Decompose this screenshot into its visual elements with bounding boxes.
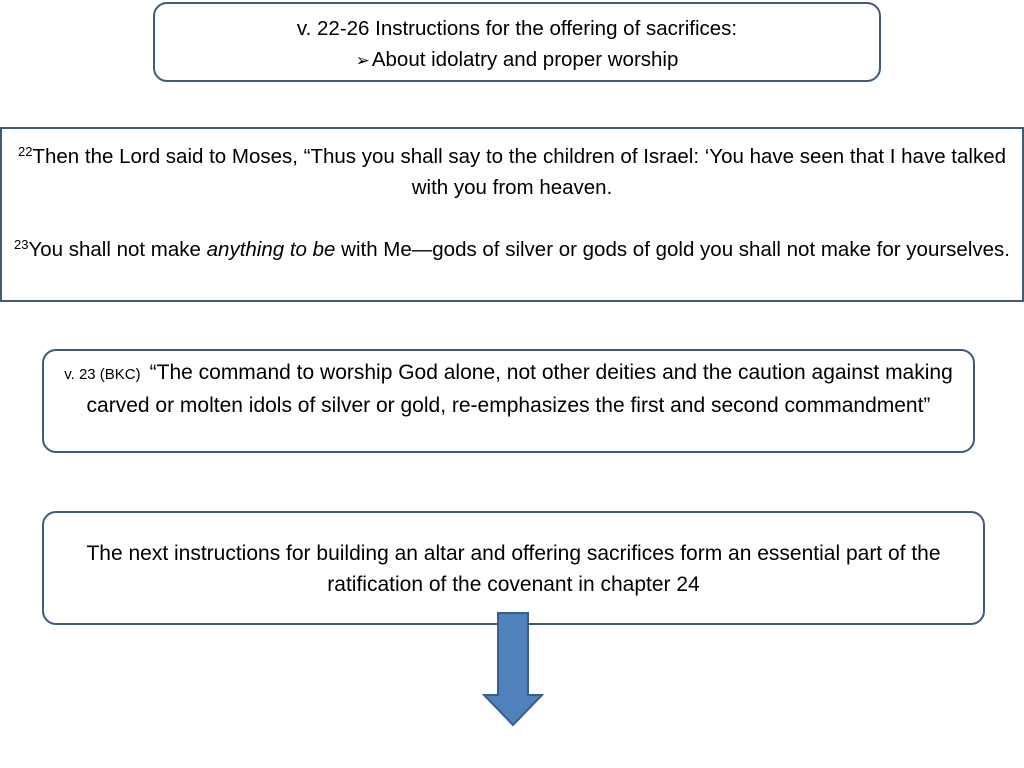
arrow-bullet-icon: ➢	[355, 51, 370, 70]
verse-23-text-end: with Me—gods of silver or gods of gold you shall not make for yourselves.	[335, 238, 1010, 261]
commentary-box	[42, 349, 975, 453]
verse-23-text-start: You shall not make	[28, 238, 207, 261]
scripture-box	[0, 127, 1024, 302]
heading-bullet-item	[155, 44, 879, 76]
verse-22-number: 22	[17, 144, 33, 159]
commentary-reference: v. 23 (BKC)	[64, 366, 141, 383]
heading-bullet-text: About idolatry and proper worship	[371, 48, 679, 71]
verse-22	[2, 141, 1022, 203]
verse-23-italic-text: anything to be	[206, 238, 336, 261]
down-arrow-icon	[482, 612, 544, 727]
summary-box	[42, 511, 985, 625]
heading-box	[153, 2, 881, 82]
verse-23-number: 23	[14, 237, 29, 252]
commentary-quote: “The command to worship God alone, not other deities and the caution against making carved or molten idols of silver or gold, re-emphasizes the first and second commandment”	[86, 361, 953, 417]
verse-22-text: Then the Lord said to Moses, “Thus you shall say to the children of Israel: ‘You have seen that I have talked with you from heaven.	[32, 145, 1007, 199]
verse-23	[2, 234, 1022, 265]
verse-spacer	[2, 203, 1022, 234]
summary-text: The next instructions for building an altar and offering sacrifices form an essential part of the ratification of the covenant in chapter 24	[86, 542, 941, 596]
heading-title: v. 22-26 Instructions for the offering of sacrifices:	[296, 17, 738, 40]
